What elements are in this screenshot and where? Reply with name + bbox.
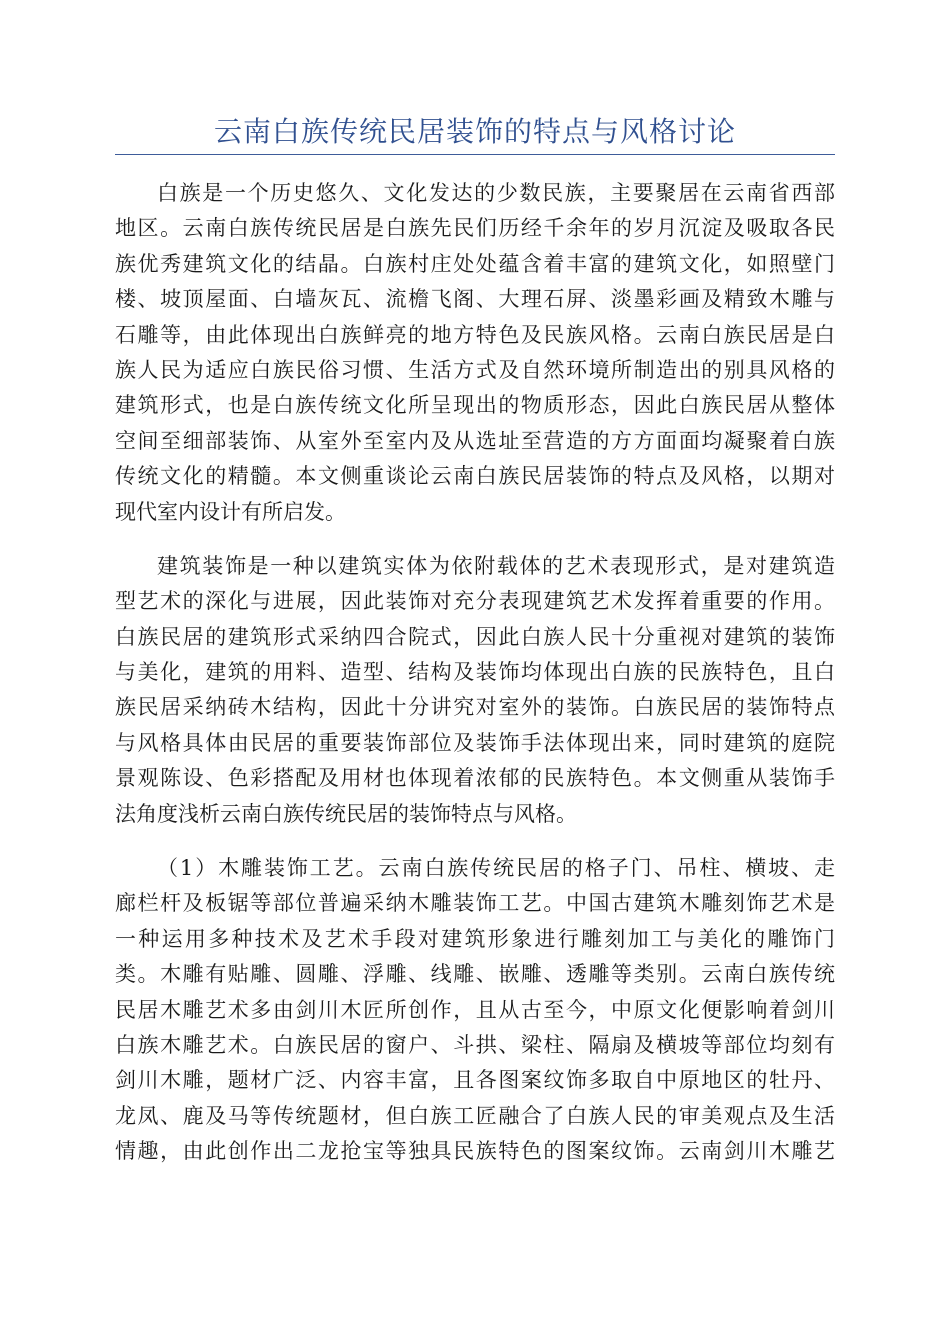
paragraph-2 — [115, 549, 835, 832]
document-title: 云南白族传统民居装饰的特点与风格讨论 — [213, 115, 736, 148]
paragraph-line: 民居木雕艺术多由剑川木匠所创作，且从古至今，中原文化便影响着剑川 — [115, 997, 835, 1022]
paragraph-line: 白族民居的建筑形式采纳四合院式，因此白族人民十分重视对建筑的装饰 — [115, 624, 835, 649]
paragraph-line: 类。木雕有贴雕、圆雕、浮雕、线雕、嵌雕、透雕等类别。云南白族传统 — [115, 962, 835, 987]
paragraph-line: 龙凤、鹿及马等传统题材，但白族工匠融合了白族人民的审美观点及生活 — [115, 1103, 835, 1128]
paragraph-line: 法角度浅析云南白族传统民居的装饰特点与风格。 — [115, 801, 577, 826]
paragraph-line: 一种运用多种技术及艺术手段对建筑形象进行雕刻加工与美化的雕饰门 — [115, 926, 835, 951]
paragraph-line: 白族是一个历史悠久、文化发达的少数民族，主要聚居在云南省西部 — [157, 181, 835, 205]
paragraph-line: 型艺术的深化与进展，因此装饰对充分表现建筑艺术发挥着重要的作用。 — [115, 589, 835, 614]
paragraph-line: 情趣，由此创作出二龙抢宝等独具民族特色的图案纹饰。云南剑川木雕艺 — [115, 1139, 835, 1164]
paragraph-line: 族民居采纳砖木结构，因此十分讲究对室外的装饰。白族民居的装饰特点 — [115, 695, 835, 720]
paragraph-line: 与风格具体由民居的重要装饰部位及装饰手法体现出来，同时建筑的庭院 — [115, 730, 835, 755]
paragraph-line: （1）木雕装饰工艺。云南白族传统民居的格子门、吊柱、横坡、走 — [157, 856, 835, 881]
paragraph-1 — [115, 176, 835, 530]
paragraph-line: 景观陈设、色彩搭配及用材也体现着浓郁的民族特色。本文侧重从装饰手 — [115, 766, 835, 791]
paragraph-line: 族人民为适应白族民俗习惯、生活方式及自然环境所制造出的别具风格的 — [115, 357, 835, 382]
paragraph-line: 现代室内设计有所启发。 — [115, 499, 346, 524]
paragraph-line: 石雕等，由此体现出白族鲜亮的地方特色及民族风格。云南白族民居是白 — [115, 322, 835, 347]
paragraph-line: 廊栏杆及板锯等部位普遍采纳木雕装饰工艺。中国古建筑木雕刻饰艺术是 — [115, 891, 835, 916]
paragraph-line: 剑川木雕，题材广泛、内容丰富，且各图案纹饰多取自中原地区的牡丹、 — [115, 1068, 835, 1093]
paragraph-line: 传统文化的精髓。本文侧重谈论云南白族民居装饰的特点及风格，以期对 — [115, 464, 835, 489]
paragraph-line: 白族木雕艺术。白族民居的窗户、斗拱、梁柱、隔扇及横坡等部位均刻有 — [115, 1032, 835, 1057]
paragraph-line: 建筑形式，也是白族传统文化所呈现出的物质形态，因此白族民居从整体 — [115, 393, 835, 418]
paragraph-line: 楼、坡顶屋面、白墙灰瓦、流檐飞阁、大理石屏、淡墨彩画及精致木雕与 — [115, 287, 835, 312]
paragraph-3 — [115, 851, 835, 1170]
title-underline — [115, 154, 835, 155]
paragraph-line: 空间至细部装饰、从室外至室内及从选址至营造的方方面面均凝聚着白族 — [115, 428, 835, 453]
paragraph-line: 与美化，建筑的用料、造型、结构及装饰均体现出白族的民族特色，且白 — [115, 660, 835, 685]
paragraph-line: 建筑装饰是一种以建筑实体为依附载体的艺术表现形式，是对建筑造 — [157, 553, 835, 578]
paragraph-line: 地区。云南白族传统民居是白族先民们历经千余年的岁月沉淀及吸取各民 — [115, 216, 835, 241]
paragraph-line: 族优秀建筑文化的结晶。白族村庄处处蕴含着丰富的建筑文化，如照壁门 — [115, 251, 835, 276]
document-body — [115, 176, 835, 1189]
